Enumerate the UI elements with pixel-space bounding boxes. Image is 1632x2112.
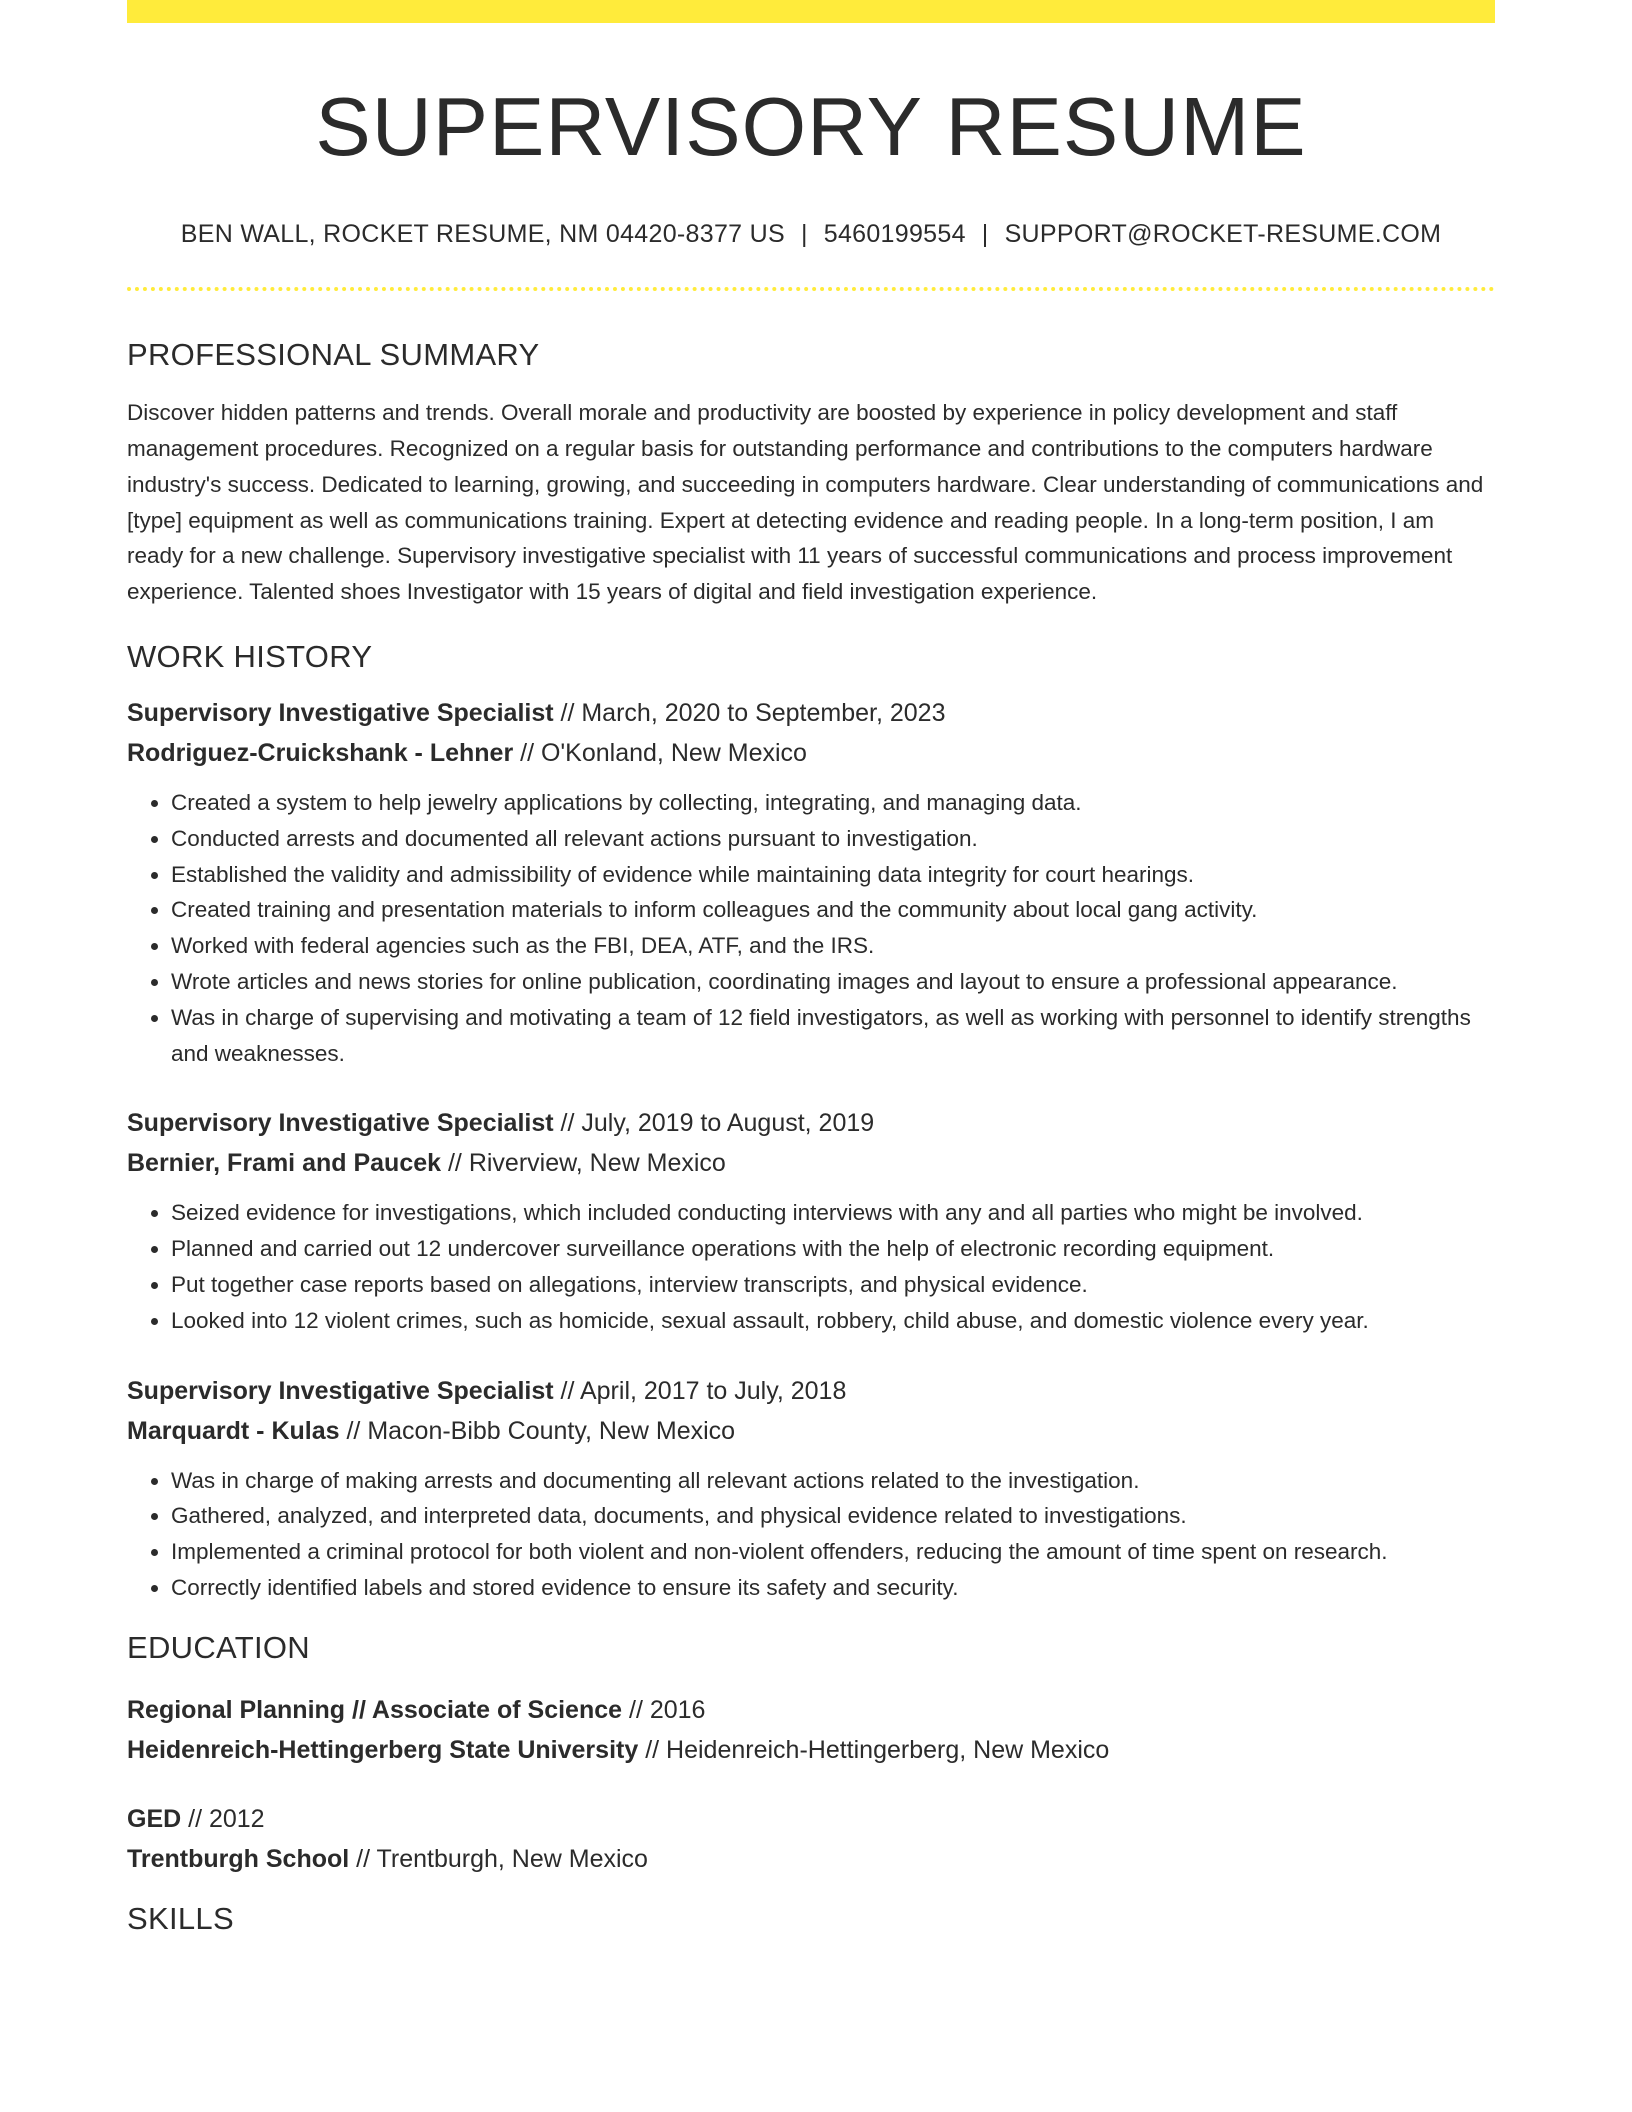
job-entry xyxy=(127,1103,1495,1338)
education-entry xyxy=(127,1799,1495,1879)
education-location: // Heidenreich-Hettingerberg, New Mexico xyxy=(638,1735,1110,1764)
job-bullet: • Looked into 12 violent crimes, such as homicide, sexual assault, robbery, child abuse, and domestic violence every year. xyxy=(171,1303,1495,1339)
job-bullet: • Created training and presentation materials to inform colleagues and the community about local gang activity. xyxy=(171,892,1495,928)
summary-text: Discover hidden patterns and trends. Overall morale and productivity are boosted by experience in policy development and staff management procedures. Recognized on a regular basis for outstanding performance and contributions to the computers hardware industry's success. Dedicated to learning, growing, and succeeding in computers hardware. Clear understanding of communications and [type] equipment as well as communications training. Expert at detecting evidence and reading people. In a long-term position, I am ready for a new challenge. Supervisory investigative specialist with 11 years of successful communications and process improvement experience. Talented shoes Investigator with 15 years of digital and field investigation experience. xyxy=(127,400,1484,605)
education-school: Heidenreich-Hettingerberg State University xyxy=(127,1735,639,1764)
education-degree-line xyxy=(127,1690,1495,1730)
education-heading: EDUCATION xyxy=(127,1629,310,1665)
contact-address: BEN WALL, ROCKET RESUME, NM 04420-8377 US xyxy=(180,220,785,249)
job-bullet: • Established the validity and admissibility of evidence while maintaining data integrity for court hearings. xyxy=(171,857,1495,893)
job-bullet: • Put together case reports based on allegations, interview transcripts, and physical evidence. xyxy=(171,1267,1495,1303)
job-bullet: • Gathered, analyzed, and interpreted data, documents, and physical evidence related to investigations. xyxy=(171,1498,1495,1534)
job-bullet: • Wrote articles and news stories for online publication, coordinating images and layout to ensure a professional appearance. xyxy=(171,964,1495,1000)
job-bullet: • Was in charge of supervising and motivating a team of 12 field investigators, as well as working with personnel to identify strengths and weaknesses. xyxy=(171,1000,1495,1072)
job-bullets xyxy=(127,1463,1495,1606)
education-school: Trentburgh School xyxy=(127,1844,350,1873)
job-title-line xyxy=(127,1103,1495,1143)
job-location: // Macon-Bibb County, New Mexico xyxy=(339,1416,736,1445)
contact-line xyxy=(127,220,1495,249)
job-location: // Riverview, New Mexico xyxy=(441,1149,726,1178)
job-bullet: • Created a system to help jewelry applications by collecting, integrating, and managing data. xyxy=(171,785,1495,821)
education-year: // 2016 xyxy=(622,1695,706,1724)
job-company: Marquardt - Kulas xyxy=(127,1416,340,1445)
education-degree: Regional Planning // Associate of Science xyxy=(127,1695,623,1724)
summary-heading: PROFESSIONAL SUMMARY xyxy=(127,337,540,373)
dotted-divider xyxy=(127,287,1495,291)
job-title: Supervisory Investigative Specialist xyxy=(127,1109,554,1138)
job-bullet: • Was in charge of making arrests and documenting all relevant actions related to the investigation. xyxy=(171,1463,1495,1499)
job-entry xyxy=(127,1371,1495,1606)
job-company-line xyxy=(127,733,1495,773)
job-bullet: • Correctly identified labels and stored evidence to ensure its safety and security. xyxy=(171,1570,1495,1606)
education-degree: GED xyxy=(127,1804,182,1833)
job-title-line xyxy=(127,693,1495,733)
accent-top-bar xyxy=(127,0,1495,23)
job-dates: // April, 2017 to July, 2018 xyxy=(553,1376,847,1405)
education-entry xyxy=(127,1690,1495,1770)
education-school-line xyxy=(127,1839,1495,1879)
skills-heading: SKILLS xyxy=(127,1900,234,1936)
resume-content xyxy=(127,0,1495,1937)
education-degree-line xyxy=(127,1799,1495,1839)
page-title: SUPERVISORY RESUME xyxy=(315,80,1307,173)
work-history-heading: WORK HISTORY xyxy=(127,639,373,675)
job-bullets xyxy=(127,785,1495,1071)
education-location: // Trentburgh, New Mexico xyxy=(349,1844,648,1873)
job-location: // O'Konland, New Mexico xyxy=(513,739,807,768)
contact-separator: | xyxy=(981,220,989,249)
job-title-line xyxy=(127,1371,1495,1411)
job-company-line xyxy=(127,1143,1495,1183)
job-bullet: • Worked with federal agencies such as the FBI, DEA, ATF, and the IRS. xyxy=(171,928,1495,964)
job-dates: // March, 2020 to September, 2023 xyxy=(553,699,946,728)
job-dates: // July, 2019 to August, 2019 xyxy=(553,1109,875,1138)
job-title: Supervisory Investigative Specialist xyxy=(127,699,554,728)
job-bullet: • Conducted arrests and documented all relevant actions pursuant to investigation. xyxy=(171,821,1495,857)
job-bullet: • Implemented a criminal protocol for both violent and non-violent offenders, reducing the amount of time spent on research. xyxy=(171,1534,1495,1570)
job-company-line xyxy=(127,1411,1495,1451)
contact-separator: | xyxy=(800,220,808,249)
job-title: Supervisory Investigative Specialist xyxy=(127,1376,554,1405)
contact-email: SUPPORT@ROCKET-RESUME.COM xyxy=(1004,220,1442,249)
contact-phone: 5460199554 xyxy=(823,220,966,249)
job-bullets xyxy=(127,1195,1495,1338)
job-company: Rodriguez-Cruickshank - Lehner xyxy=(127,739,514,768)
job-bullet: • Seized evidence for investigations, which included conducting interviews with any and all parties who might be involved. xyxy=(171,1195,1495,1231)
education-year: // 2012 xyxy=(181,1804,265,1833)
job-company: Bernier, Frami and Paucek xyxy=(127,1149,442,1178)
job-bullet: • Planned and carried out 12 undercover surveillance operations with the help of electronic recording equipment. xyxy=(171,1231,1495,1267)
job-entry xyxy=(127,693,1495,1071)
education-school-line xyxy=(127,1730,1495,1770)
